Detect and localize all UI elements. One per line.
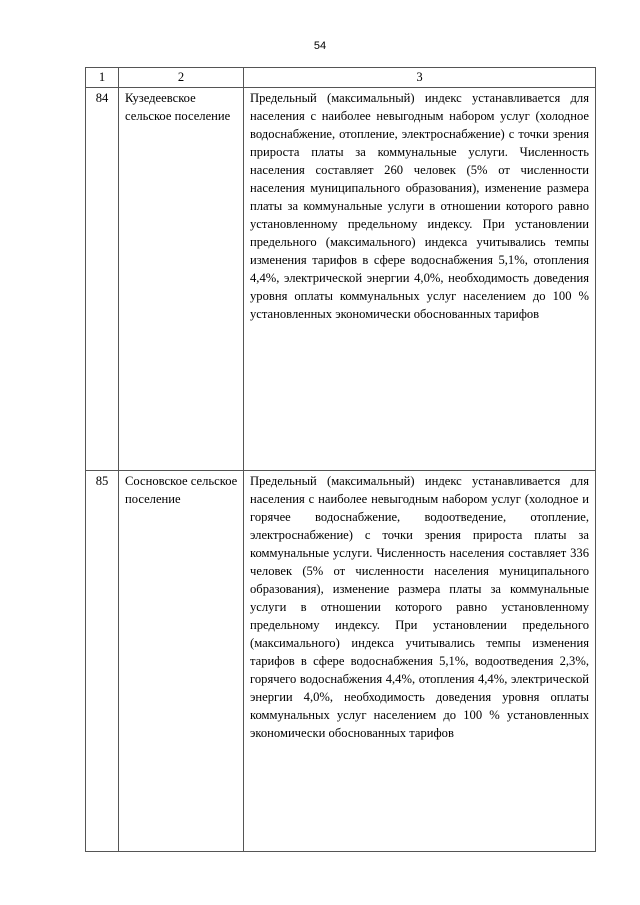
index-description: Предельный (максимальный) индекс устанавливается для населения с наиболее невыгодным набором услуг (холодное и горячее водоснабжение, водоотведение, отопление, электроснабжение) с точки зрения прироста платы за коммунальные услуги. Численность населения составляет 336 человек (5% от численности населения муниципального образования), изменение размера платы за коммунальные услуги в отношении которого равно установленному предельному индексу. При установлении предельного (максимального) индекса учитывались темпы изменения тарифов в сфере водоснабжения 5,1%, водоотведения 2,3%, горячего водоснабжения 4,4%, отопления 4,4%, электрической энергии 4,0%, необходимость доведения уровня оплаты коммунальных услуг населением до 100 % установленных экономически обоснованных тарифов xyxy=(244,471,596,852)
column-header-1: 1 xyxy=(86,68,119,88)
table-row xyxy=(86,88,596,471)
table-row xyxy=(86,471,596,852)
row-number: 85 xyxy=(86,471,119,852)
column-header-2: 2 xyxy=(119,68,244,88)
page-number: 54 xyxy=(313,40,327,52)
table-header-row xyxy=(86,68,596,88)
index-description: Предельный (максимальный) индекс устанавливается для населения с наиболее невыгодным набором услуг (холодное водоснабжение, отопление, электроснабжение) с точки зрения прироста платы за коммунальные услуги. Численность населения составляет 260 человек (5% от численности населения муниципального образования), изменение размера платы за коммунальные услуги в отношении которого равно установленному предельному индексу. При установлении предельного (максимального) индекса учитывались темпы изменения тарифов в сфере водоснабжения 5,1%, отопления 4,4%, электрической энергии 4,0%, необходимость доведения уровня оплаты коммунальных услуг населением до 100 % установленных экономически обоснованных тарифов xyxy=(244,88,596,471)
settlement-name: Сосновское сельское поселение xyxy=(119,471,244,852)
tariff-index-table xyxy=(85,67,596,852)
row-number: 84 xyxy=(86,88,119,471)
column-header-3: 3 xyxy=(244,68,596,88)
settlement-name: Кузедеевское сельское поселение xyxy=(119,88,244,471)
